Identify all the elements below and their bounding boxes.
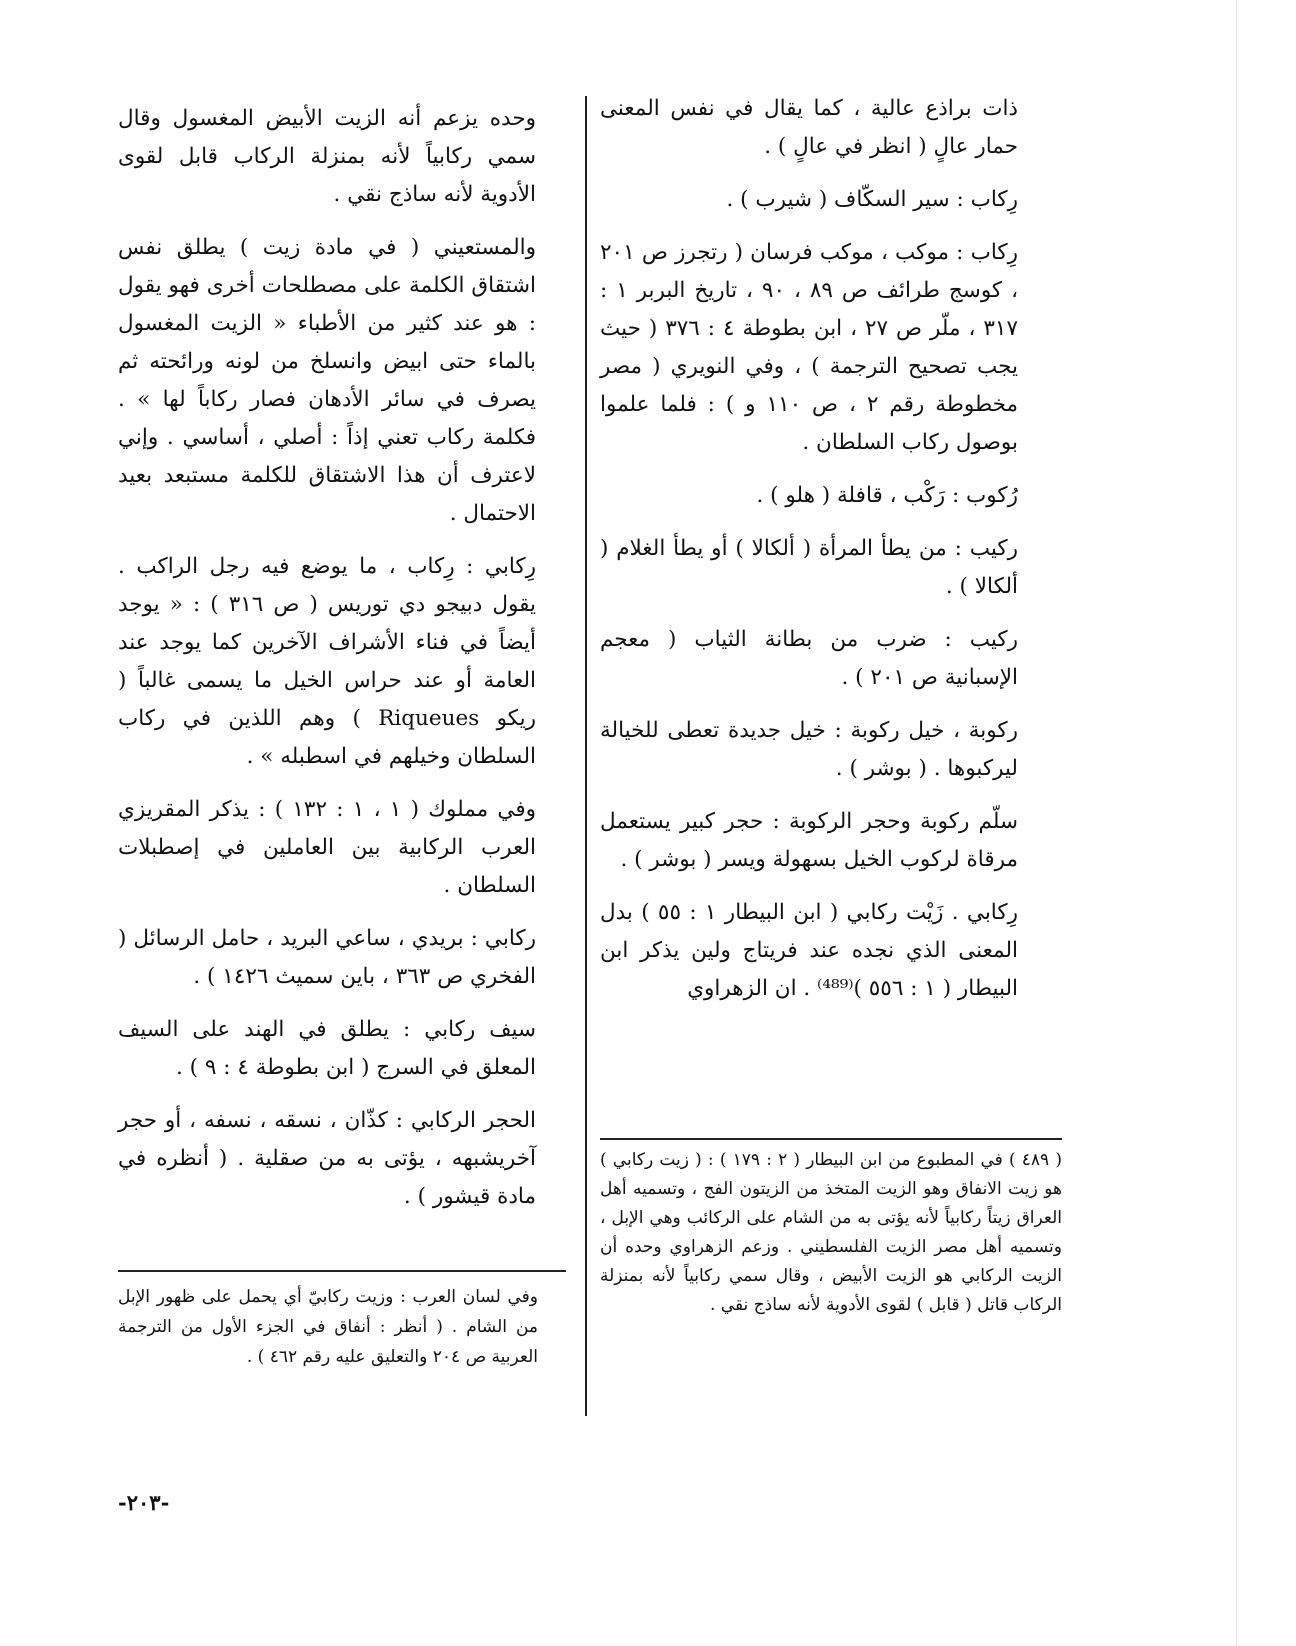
entry-paragraph: رُكوب : رَكْب ، قافلة ( هلو ) .	[756, 483, 1018, 508]
entry-paragraph: والمستعيني ( في مادة زيت ) يطلق نفس اشتقاق الكلمة على مصطلحات أخرى فهو يقول : هو عند كثير من الأطباء « الزيت المغسول بالماء حتى ابيض وانسلخ من لونه ورائحته ثم يصرف في سائر الأدهان فصار ركاباً لها » . فكلمة ركاب تعني إذاً : أصلي ، أساسي . وإني لاعترف أن هذا الاشتقاق للكلمة مستبعد بعيد الاحتمال .	[118, 235, 536, 526]
scan-edge-line	[1236, 0, 1237, 1646]
column-divider	[585, 96, 587, 1416]
entry-paragraph: رِكابي . زَيْت ركابي ( ابن البيطار ١ : ٥٥ ) بدل المعنى الذي نجده عند فريتاج ولين يذكر ابن البيطار ( ١ : ٥٥٦ )⁽⁴⁸⁹⁾ . ان الزهراوي	[600, 900, 1018, 1001]
entry-paragraph: رِكاب : موكب ، موكب فرسان ( رتجرز ص ٢٠١ ، كوسج طرائف ص ٨٩ ، ٩٠ ، تاريخ البربر ١ : ٣١٧ ، ملّر ص ٢٧ ، ابن بطوطة ٤ : ٣٧٦ ( حيث يجب تصحيح الترجمة ) ، وفي النويري ( مصر مخطوطة رقم ٢ ، ص ١١٠ و ) : فلما علموا بوصول ركاب السلطان .	[600, 240, 1019, 455]
entry-paragraph: وفي مملوك ( ١ ، ١ : ١٣٢ ) : يذكر المقريزي العرب الركابية بين العاملين في إصطبلات السلطان .	[118, 797, 536, 898]
entry-paragraph: وحده يزعم أنه الزيت الأبيض المغسول وقال سمي ركابياً لأنه بمنزلة الركاب قابل لقوى الأدوية لأنه ساذج نقي .	[118, 106, 536, 207]
page-number: -٢٠٣-	[118, 1490, 170, 1515]
entry-paragraph: ركيب : ضرب من بطانة الثياب ( معجم الإسبانية ص ٢٠١ ) .	[600, 627, 1018, 690]
entry-paragraph: ركابي : بريدي ، ساعي البريد ، حامل الرسائل ( الفخري ص ٣٦٣ ، باين سميث ١٤٢٦ ) .	[118, 926, 536, 989]
entry-paragraph: سيف ركابي : يطلق في الهند على السيف المعلق في السرج ( ابن بطوطة ٤ : ٩ ) .	[118, 1017, 536, 1080]
entry-paragraph: سلّم ركوبة وحجر الركوبة : حجر كبير يستعمل مرقاة لركوب الخيل بسهولة ويسر ( بوشر ) .	[600, 809, 1018, 872]
left-column	[118, 100, 536, 1231]
right-column	[600, 90, 1018, 1023]
footnote-rule	[600, 1138, 1062, 1140]
entry-paragraph: رِكاب : سير السكّاف ( شيرب ) .	[726, 187, 1018, 212]
entry-paragraph: ركيب : من يطأ المرأة ( ألكالا ) أو يطأ الغلام ( ألكالا ) .	[600, 536, 1018, 599]
entry-paragraph: ركوبة ، خيل ركوبة : خيل جديدة تعطى للخيالة ليركبوها . ( بوشر ) .	[600, 718, 1018, 781]
entry-paragraph: ذات براذع عالية ، كما يقال في نفس المعنى حمار عالٍ ( انظر في عالٍ ) .	[600, 96, 1018, 159]
footnote-right: ( ٤٨٩ ) في المطبوع من ابن البيطار ( ٢ : ١٧٩ ) : ( زيت ركابي ) هو زيت الانفاق وهو الزيت المتخذ من الزيتون الفج ، وتسميه أهل العراق زيتاً ركابياً لأنه يؤتى به من الشام على الركائب وهي الإبل ، وتسميه أهل مصر الزيت الفلسطيني . وزعم الزهراوي وحده أن الزيت الركابي هو الزيت الأبيض ، وقال سمي ركابياً لأنه بمنزلة الركاب قاتل ( قابل ) لقوى الأدوية لأنه ساذج نقي .	[600, 1150, 1062, 1315]
footnote-rule	[118, 1270, 566, 1272]
footnote-left: وفي لسان العرب : وزيت ركابيّ أي يحمل على ظهور الإبل من الشام . ( أنظر : أنفاق في الجزء الأول من الترجمة العربية ص ٢٠٤ والتعليق عليه رقم ٤٦٢ ) .	[118, 1287, 538, 1367]
entry-paragraph: الحجر الركابي : كذّان ، نسقه ، نسفه ، أو حجر آخريشبهه ، يؤتى به من صقلية . ( أنظره في مادة قيشور ) .	[118, 1108, 536, 1209]
entry-paragraph: رِكابي : رِكاب ، ما يوضع فيه رجل الراكب . يقول دبيجو دي توريس ( ص ٣١٦ ) : « يوجد أيضاً في فناء الأشراف الآخرين كما يوجد عند العامة أو عند حراس الخيل ما يسمى غالباً ( ريكو Riqueues ) وهم اللذين في ركاب السلطان وخيلهم في اسطبله » .	[118, 554, 536, 769]
